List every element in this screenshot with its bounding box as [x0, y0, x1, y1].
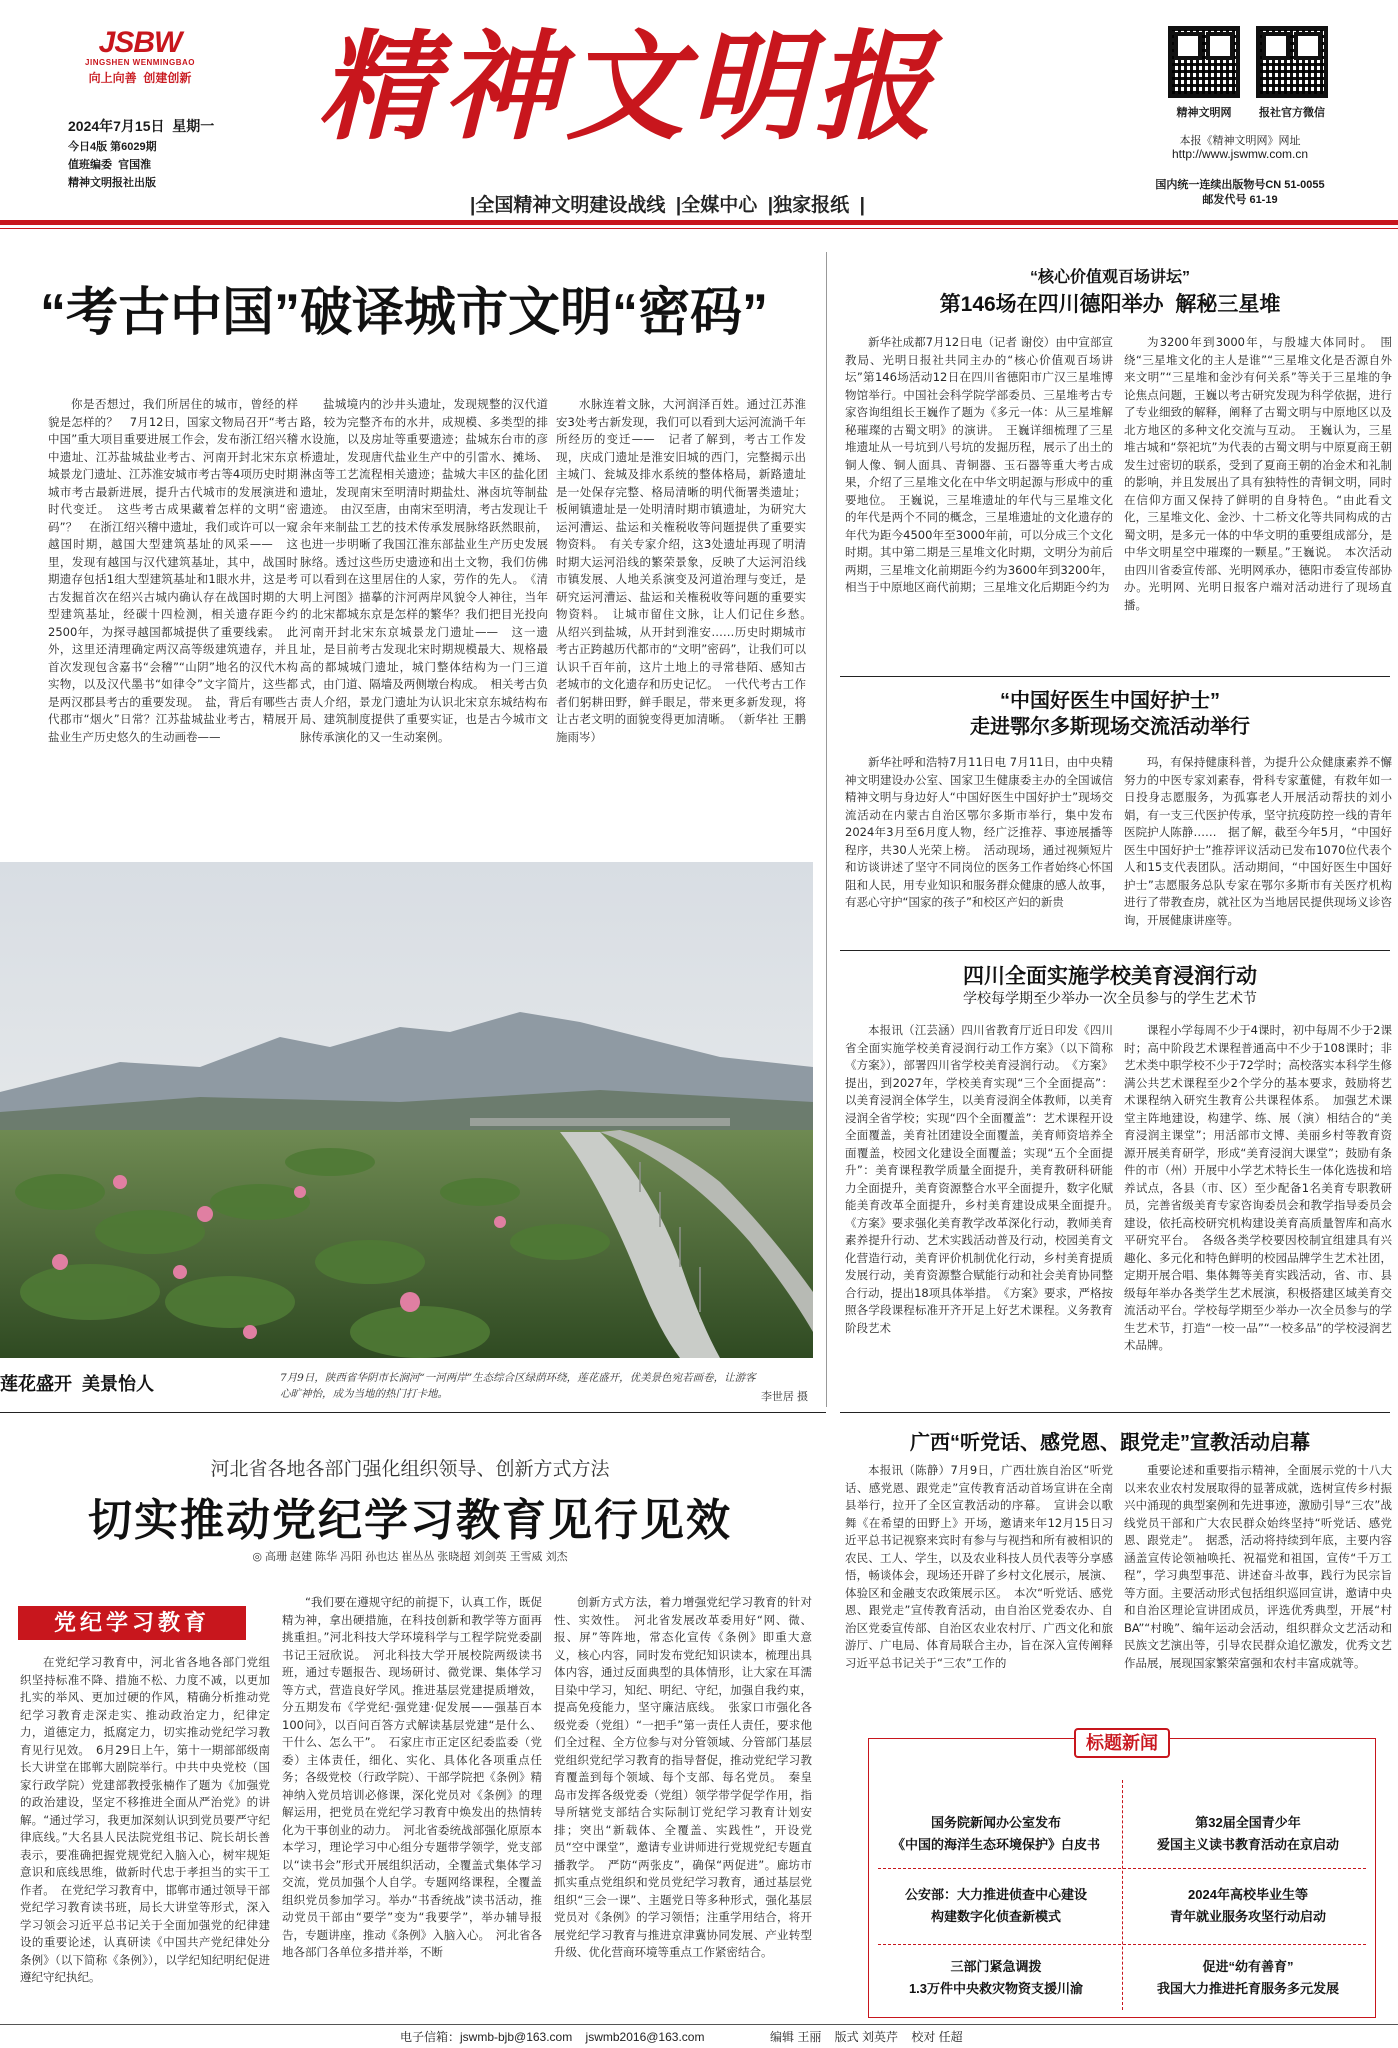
story2-column-1: 新华社成都7月12日电（记者 谢佼）由中宣部宣教局、光明日报社共同主办的“核心价值观百场讲坛”第146场活动12日在四川省德阳市广汉三星堆博物馆举行。中国社会科学院学部委员、三星堆考古专家咨询组组长王巍作了题为《多元一体：从三星堆解秘璀璨的古蜀文明》的演讲。 王巍详细梳理了三星堆遗址从一号坑到八号坑的发掘历程，展示了出土的铜人像、铜人面具、青铜器、玉石器等重大考古成果，介绍了三星堆文化在中华文明起源与形成中的重要地位。 王巍说，三星堆遗址的年代与三星堆文化的年代是两个不同的概念，三星堆遗址的文化遗存的年代为距今4500年至3000年前，可以分成三个文化时期。其中第二期是三星堆文化时期，文明分为前后两期，三星堆文化前期距今约为3600年到3200年，相当于中原地区商代前期；三星堆文化后期距今约为 [845, 335, 1113, 594]
slogan: 向上向善 创建创新 [88, 71, 192, 85]
story6-byline: ◎ 高珊 赵建 陈华 冯阳 孙也达 崔丛丛 张晓超 刘剑英 王雪威 刘杰 [252, 1551, 568, 1563]
column-divider [826, 252, 827, 1407]
divider [840, 950, 1390, 951]
brief-item[interactable] [1126, 1956, 1370, 2000]
qr-label-wechat: 报社官方微信 [1259, 107, 1325, 119]
brief-line: 《中国的海洋生态环境保护》白皮书 [891, 1837, 1100, 1852]
brief-line: 构建数字化侦查新模式 [930, 1909, 1061, 1924]
story5-column-2: 重要论述和重要指示精神，全面展示党的十八大以来农业农村发展取得的显著成就，选树宣传乡村振兴中涌现的典型案例和先进事迹，激励引导“三农”战线党员干部和广大农民群众始终坚持“听党话、感党恩、跟党走”。 据悉，活动将持续到年底，主要内容涵盖宣传论领袖唤托、祝福党和祖国，宣传“千万工程”，学习典型事范、讲述奋斗故事，践行为民宗旨等方面。主要活动形式包括组织巡回宣讲，邀请中央和自治区理论宣讲团成员，评选优秀典型，开展“村BA”“村晚”、编年运动会活动，组织群众文艺活动和民族文艺演出等，引导农民群众追忆激发，优秀文艺作品展，展现国家繁荣富强和农村丰富成就等。 [1124, 1463, 1392, 1670]
brief-item[interactable] [1126, 1812, 1370, 1856]
brief-line: 我国大力推进托育服务多元发展 [1156, 1981, 1339, 1996]
lead-headline: “考古中国”破译城市文明“密码” [40, 284, 769, 342]
story6-kicker: 河北省各地各部门强化组织领导、创新方式方法 [210, 1459, 610, 1480]
divider [0, 1412, 826, 1413]
brief-line: 2024年高校毕业生等 [1188, 1887, 1308, 1902]
story4-column-2: 课程小学每周不少于4课时，初中每周不少于2课时；高中阶段艺术课程普通高中不少于108课时；非艺术类中职学校不少于72学时；高校落实本科学生修满公共艺术课程至少2个学分的基本要求，鼓励将艺术课程纳入研究生教育公共课程体系。 加强艺术课堂主阵地建设，构建学、练、展（演）相结合的“美育浸润主课堂”；用活部市文博、美丽乡村等教育资源开展美育研学，形成“美育浸润大课堂”；鼓励有条件的市（州）开展中小学艺术特长生一体化选拔和培养试点，各县（市、区）至少配备1名美育专职教研员，完善省级美育专家咨询委员会和教学指导委员会建设，依托高校研究机构建设美育高质量智库和高水平研究平台。 各级各类学校要因校制宜组建具有兴趣化、多元化和特色鲜明的校园品牌学生艺术社团，定期开展合唱、集体舞等美育实践活动，省、市、县级每年举办各类学生艺术展演，积极搭建区域美育交流活动平台。学校每学期至少举办一次全员参与的学生艺术节，打造“一校一品”“一校多品”的学校浸润艺术品牌。 [1124, 1023, 1392, 1352]
editor-on-duty: 值班编委 官国淮 [68, 159, 152, 171]
story6-column-3: 创新方式方法，着力增强党纪学习教育的针对性、实效性。 河北省发展改革委用好“网、微、报、屏”等阵地，常态化宣传《条例》即重大意义，核心内容，同时发布党纪知识读本，梳理出具体内容，通过反面典型的具体情形，让大家在耳濡目染中学习，知纪、明纪、守纪，加强自我约束，提高免疫能力，坚守廉洁底线。 张家口市强化各级党委（党组）“一把手”第一责任人责任，要求他们全过程、全方位参与对分管领域、分管部门基层党组织党纪学习教育的指导督促，推动党纪学习教育覆盖到每个领域、每个支部、每名党员。 秦皇岛市发挥各级党委（党组）领学带学促学作用，指导所辖党支部结合实际制订党纪学习教育计划安排；突出“新载体、全覆盖、实践性”，开设党员“空中课堂”，邀请专业讲师进行党规党纪专题直播教学。 严防“两张皮”，确保“两促进”。廊坊市抓实重点党组织和党员党纪学习教育，通过基层党组织“三会一课”、主题党日等多种形式，强化基层党员对《条例》的学习领悟；注重学用结合，将开展党纪学习教育与推进京津冀协同发展、产业转型升级、优化营商环境等重点工作紧密结合。 [554, 1595, 812, 1959]
column-label-banner [18, 1606, 246, 1640]
story6-column-1: 在党纪学习教育中，河北省各地各部门党组织坚持标准不降、措施不松、力度不减，以更加扎实的举风、更加过硬的作风，精确分析推动党纪学习教育走深走实、推动政治定力，纪律定力，道德定力，抵腐定力，切实推动党纪学习教育见行见效。 6月29日上午，第十一期部部级南长大讲堂在邯郸大剧院举行。中共中央党校（国家行政学院）党建部教授张楠作了题为《加强党的政治建设，坚定不移推进全面从严治党》的讲解。“通过学习，我更加深刻认识到党员要严守纪律底线。”大名县人民法院党组书记、院长胡长善表示，要准确把握党规党纪入脑入心，树牢规矩意识和底线思维，做新时代忠于孝担当的实干工作者。 在党纪学习教育中，邯郸市通过领导干部党纪学习教育读书班，局长大讲堂等形式，深入学习领会习近平总书记关于全面加强党的纪律建设的重要论述，认真研读《中国共产党纪律处分条例》（以下简称《条例》），以学纪知纪明纪促进遵纪守纪执纪。 [20, 1655, 270, 1984]
story2-column-2: 为3200年到3000年，与殷墟大体同时。 围绕“三星堆文化的主人是谁”“三星堆文化是否源自外来文明”“三星堆和金沙有何关系”等关于三星堆的争论焦点问题，王巍以考古研究发现为科学依据，进行了专业细致的解释，阐释了古蜀文明与中原地区以及北方地区的多种文化交流与互动。 王巍认为，三星堆古城和“祭祀坑”为代表的古蜀文明与中原夏商王朝发生过密切的联系，受到了夏商王朝的冶金术和礼制的影响，并且发展出了具有独特性的青铜文明，同时在信仰方面又保持了鲜明的自身特色。“由此看文化，三星堆文化、金沙、十二桥文化等共同构成的古蜀文明，是多元一体的中华文明的重要组成部分，是中华文明星空中璀璨的一颗星。”王巍说。 本次活动由四川省委宣传部、光明网承办，德阳市委宣传部协办。光明网、光明日报客户端对活动进行了现场直播。 [1124, 335, 1392, 612]
logo-mark: JSBW [98, 26, 182, 59]
brief-line: 第32届全国青少年 [1195, 1815, 1301, 1830]
date-block [68, 116, 228, 190]
website-label: 本报《精神文明网》网址 [1179, 135, 1301, 147]
brief-item[interactable] [874, 1956, 1118, 2000]
briefs-title: 标题新闻 [1086, 1733, 1158, 1753]
story5-headline: 广西“听党话、感党恩、跟党走”宣教活动启幕 [910, 1432, 1310, 1454]
footer-email: 电子信箱：jswmb-bjb@163.com jswmb2016@163.com [400, 2030, 705, 2044]
story6-headline: 切实推动党纪学习教育见行见效 [88, 1496, 732, 1545]
story3-column-1: 新华社呼和浩特7月11日电 7月11日，由中央精神文明建设办公室、国家卫生健康委主办的全国诚信精神文明与身边好人“中国好医生中国好护士”现场交流活动在内蒙古自治区鄂尔多斯市举行，集中发布2024年3月至6月度人物，经广泛推荐、事迹展播等程序，共30人光荣上榜。 活动现场，通过视频短片和访谈讲述了坚守不同岗位的医务工作者始终心怀国阻和人民，用专业知识和服务群众健康的感人故事，有恶心守护“国家的孩子”和校区产妇的新贵 [845, 755, 1113, 909]
story4-column-1: 本报讯（江芸涵）四川省教育厅近日印发《四川省全面实施学校美育浸润行动工作方案》（以下简称《方案》），部署四川省学校美育浸润行动。 《方案》提出，到2027年，学校美育实现“三个全面提高”：以美育浸润全体学生，以美育浸润全体教师，以美育浸润全省学校；实现“四个全面覆盖”：艺术课程开设全面覆盖，美育社团建设全面覆盖，美育师资培养全面覆盖，校园文化建设全面覆盖；实现“五个全面提升”：美育课程教学质量全面提升，美育教研科研能力全面提升，美育资源整合水平全面提升，数字化赋能美育改革全面提升，乡村美育建设成果全面提升。 《方案》要求强化美育教学改革深化行动，教师美育素养提升行动、艺术实践活动普及行动，校园美育文化营造行动，美育评价机制优化行动，乡村美育提质发展行动，美育资源整合赋能行动和社会美育协同整合行动，提出18项具体举措。 《方案》要求，严格按照各学段课程标准开齐开足上好艺术课程。义务教育阶段艺术 [845, 1023, 1125, 1335]
issue-date: 2024年7月15日 星期一 [68, 118, 215, 134]
briefs-divider [878, 1944, 1366, 1945]
story3-headline-line1: “中国好医生中国好护士” [1000, 690, 1220, 712]
story2-kicker: “核心价值观百场讲坛” [1029, 269, 1190, 286]
brief-item[interactable] [874, 1812, 1118, 1856]
brief-line: 1.3万件中央救灾物资支援川渝 [908, 1981, 1084, 1996]
tagline: |全国精神文明建设战线 |全媒中心 |独家报纸 | [470, 195, 865, 216]
brief-line: 国务院新闻办公室发布 [930, 1815, 1061, 1830]
brief-line: 三部门紧急调拨 [950, 1959, 1042, 1974]
qr-code-wechat [1256, 26, 1328, 98]
column-label: 党纪学习教育 [53, 1610, 210, 1635]
lead-column-1: 你是否想过，我们所居住的城市，曾经的样貌是怎样的？ 7月12日，国家文物局召开“考古中国”重大项目重要进展工作会，发布浙江绍兴稽中遗址、江苏盐城盐业考古、河南开封北宋东京城景龙门遗址、江苏淮安城市考古等4项历史时期城市考古最新进展，提升古代城市的发展演进和时代变迁。 这些考古成果藏着怎样的文明“密码”？ 在浙江绍兴稽中遗址，我们或许可以一窥越国时期，越国大型建筑基址的风采—— 这里，发现有越国与汉代建筑基址，其中，战国时期遗存包括1组大型建筑基址和1眼水井，这是考古发掘首次在绍兴古城内确认存在战国时期的大型建筑基址，经碳十四检测，相关遗存距今约2500年，为探寻越国都城提供了重要线索。 此外，这里还清理确定两汉高等级建筑遗存，并且首次发现包含嘉书“会稽”“山阴”地名的汉代木构实物，以及汉代墨书“如律令”文字简片，这些都是两汉郡县考古的重要发现。 盐，背后有哪些古代郡市“烟火”日常？江苏盐城盐业考古，精展开盐业生产历史悠久的生动画卷—— [48, 397, 298, 744]
briefs-title-tag [1074, 1728, 1170, 1758]
postal-code: 邮发代号 61-19 [1202, 194, 1278, 206]
brief-line: 促进“幼有善育” [1202, 1959, 1294, 1974]
logo [60, 28, 220, 88]
cn-number: 国内统一连续出版物号CN 51-0055 [1155, 179, 1325, 191]
qr-label-website: 精神文明网 [1176, 107, 1232, 119]
brief-item[interactable] [1126, 1884, 1370, 1928]
footer-staff: 编辑 王丽 版式 刘英芹 校对 任超 [770, 2030, 963, 2044]
brief-line: 青年就业服务攻坚行动启动 [1169, 1909, 1326, 1924]
masthead-rule-thin [0, 228, 1398, 229]
story6-column-2: “我们要在遵规守纪的前提下，认真工作，既促精为神，拿出硬措施，在科技创新和教学等方面再挑重担。”河北科技大学环境科学与工程学院党委副书记王冠欣说。 河北科技大学开展校院两级读书班，通过专题报告、现场研讨、微党课、集体学习等方式，营造良好学风。推进基层党建提质增效，分五期发布《学党纪·强党建·促发展——强基百本100问》，以百问百答方式解读基层党建“是什么、干什么、怎么干”。 石家庄市正定区纪委监委（党委）主体责任，细化、实化、具体化各项重点任务；各级党校（行政学院）、干部学院把《条例》精神纳入党员培训必修课，深化党员对《条例》的理解运用，把党员在党纪学习教育中焕发出的热情转化为干事创业的动力。 河北省委统战部强化原原本本学习，理论学习中心组分专题带学领学，党支部以“读书会”形式开展组织活动，全覆盖式集体学习交流，党员加强个人自学。专题网络课程，全覆盖组织党员参加学习。举办“书香统战”读书活动，推动党员干部由“要学”变为“我要学”，举办辅导报告，专题讲座，推动《条例》入脑入心。 河北省各地各部门各单位多措并举，不断 [282, 1595, 542, 1959]
story4-subhead: 学校每学期至少举办一次全员参与的学生艺术节 [963, 990, 1257, 1006]
briefs-divider [878, 1868, 1366, 1869]
publisher: 精神文明报社出版 [68, 177, 156, 189]
qr-code-website [1168, 26, 1240, 98]
story3-headline-line2: 走进鄂尔多斯现场交流活动举行 [970, 716, 1250, 738]
brief-line: 公安部：大力推进侦查中心建设 [904, 1887, 1087, 1902]
briefs-divider [1122, 1780, 1123, 2010]
divider [840, 1412, 1390, 1413]
divider [840, 676, 1390, 677]
story4-headline: 四川全面实施学校美育浸润行动 [963, 965, 1257, 988]
photo-caption-title: 莲花盛开 美景怡人 [0, 1374, 155, 1394]
lead-column-2: 盐城境内的沙井头遗址，发现规整的汉代道路，较为完整齐布的水井，成规模、多类型的排水设施，以及房址等重要遗迹；盐城东台市的彦桥遗址，发现唐代盐业生产中的引雷水、摊场、淋卤等工艺流程相关遗迹；盐城大丰区的盐化团遗址，发现南宋至明清时期盐灶、淋卤坑等制盐遗迹。 由汉至唐，由南宋至明清，考古发现让千余年来制盐工艺的技术传承发展脉络跃然眼前，也进一步明晰了我国江淮东部盐业生产历史发展脉络。透过这些历史遗迹和出土文物，我们仿佛可以看到在这里居住的人家，劳作的先人。 《清明上河图》描摹的汴河两岸风貌令人神往，当年的北宋都城东京是怎样的繁华？我们把目光投向河南开封北宋东京城景龙门遗址—— 这一遗址，是目前考古发现北宋时期规模最大、规格最高的都城城门遗址，城门整体结构为一门三道式，由门道、隔墙及两侧墩台构成。 相关考古负责人介绍，景龙门遗址为认识北宋京东城结构布局、建筑制度提供了重要实证，也是古今城市文脉传承演化的又一生动案例。 [300, 397, 548, 744]
lotus-photo [0, 862, 813, 1358]
lead-column-3: 水脉连着文脉，大河润泽百姓。通过江苏淮安3处考古新发现，我们可以看到大运河流淌千年所经历的变迁—— 记者了解到，考古工作发现，庆成门遗址是淮安旧城的西门，完整揭示出主城门、瓮城及排水系统的整体格局，新路遗址是一处保存完整、格局清晰的明代衙署类遗址；板闸镇遗址是一处明清时期市镇遗址，为研究大运河漕运、盐运和关権税收等问题提供了重要实物资料。 有关专家介绍，这3处遗址再现了明清时期大运河沿线的繁荣景象，反映了大运河沿线市镇发展、人地关系演变及河道治理与变迁，是研究运河漕运、盐运和关権税收等问题的重要实物资料。 让城市留住文脉，让人们记住乡愁。 从绍兴到盐城，从开封到淮安……历史时期城市考古正跨越历代都市的“文明”密码”，让我们可以认识千百年前，这片土地上的寻常巷陌、感知古老城市的文化遗存和历史记忆。 一代代考古工作者们躬耕田野，鲜手眼足，带来更多新发现，将让古老文明的面貌变得更加清晰。 （新华社 王鹏 施雨岑） [556, 397, 818, 744]
photo-caption-text: 7月9日，陕西省华阴市长涧河“一河两岸”生态综合区绿荫环绕，莲花盛开，优美景色宛若画卷，让游客心旷神怡，成为当地的热门打卡地。 [280, 1372, 756, 1400]
story3-column-2: 玛，有保持健康科普，为提升公众健康素养不懈努力的中医专家刘素春，骨科专家董健，有救年如一日投身志愿服务，为孤寡老人开展活动帮扶的刘小娟，有一支三代医护传承，坚守抗疫防控一线的青年医院护人陈静…… 据了解，截至今年5月，“中国好医生中国好护士”推荐评议活动已发布1070位代表个人和15支代表团队。活动期间，“中国好医生中国好护士”志愿服务总队专家在鄂尔多斯市有关医疗机构进行了带教查房，就社区为当地居民提供现场义诊咨询，开展健康讲座等。 [1124, 755, 1392, 927]
photo-credit: 李世居 摄 [760, 1391, 808, 1403]
story2-headline: 第146场在四川德阳举办 解秘三星堆 [939, 293, 1281, 316]
website-url[interactable]: http://www.jswmw.com.cn [1171, 147, 1309, 161]
masthead-title: 精神文明报 [318, 17, 939, 156]
story5-column-1: 本报讯（陈静）7月9日，广西壮族自治区“听党话、感党恩、跟党走”宣传教育活动首场宣讲在全南县举行，拉开了全区宣教活动的序幕。 宣讲会以歌舞《在希望的田野上》开场，邀请来年12月15日习近平总书记视察来宾时有参与与视挡和所有被相识的农民、工人、学生，以及农业科技人员代表等分享感悟，畅谈体会，现场还开辟了乡村文化展示，展演、体验区和金融支农政策展示区。 本次“听党话、感党恩、跟党走”宣传教育活动，由自治区党委农办、自治区党委宣传部、自治区农业农村厅、广西文化和旅游厅、广电局、体育局联合主办，旨在深入宣传阐释习近平总书记关于“三农”工作的 [845, 1463, 1113, 1670]
issue-number: 今日4版 第6029期 [68, 141, 157, 153]
brief-line: 爱国主义读书教育活动在京启动 [1156, 1837, 1339, 1852]
footer-rule [0, 2024, 1398, 2025]
logo-pinyin: JINGSHEN WENMINGBAO [85, 58, 195, 67]
brief-item[interactable] [874, 1884, 1118, 1928]
masthead-rule [0, 220, 1398, 225]
lotus-landscape [0, 862, 813, 1358]
